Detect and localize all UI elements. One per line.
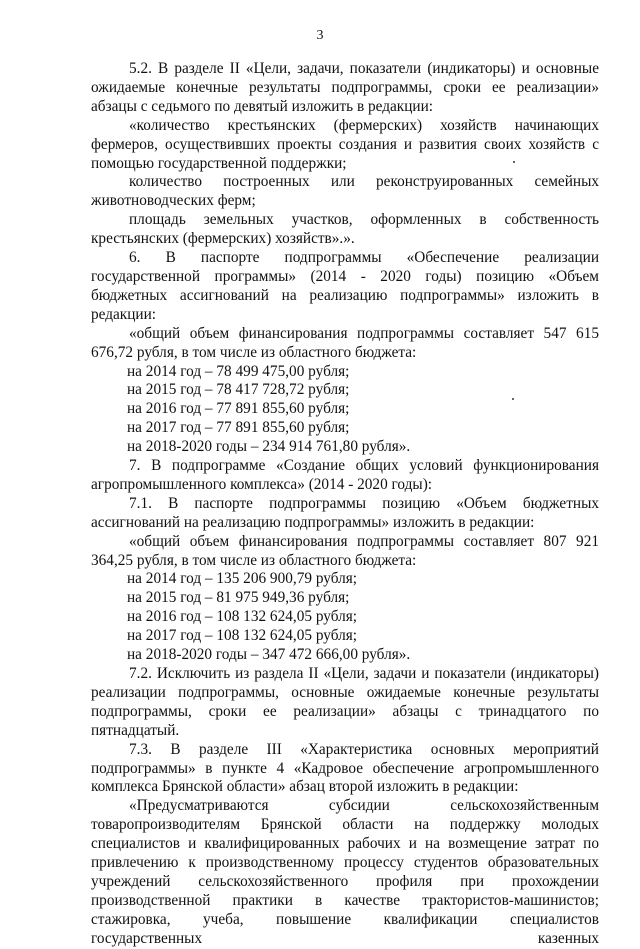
paragraph-7: 7. В подпрограмме «Создание общих условий функционирования агропромышленного комплекса» (2014 - 2020 годы):	[91, 457, 599, 493]
paragraph-land-area: площадь земельных участков, оформленных в собственность крестьянских (фермерских) хозяйств».».	[91, 211, 599, 248]
paragraph-subsidies: «Предусматриваются субсидии сельскохозяйственным товаропроизводителям Брянской области на поддержку молодых специалистов и квалифицированных рабочих и на возмещение затрат по привлечению к производственному процессу студентов образовательных учреждений сельскохозяйственного профиля при прохождении производственной практики в качестве трактористов-машинистов; стажировка, учеба, повышение квалификации специалистов государственных казенных	[91, 797, 599, 947]
scan-speck	[513, 161, 515, 163]
budget-line-2017: на 2017 год – 77 891 855,60 рубля;	[127, 419, 350, 437]
paragraph-livestock-farms: количество построенных или реконструированных семейных животноводческих ферм;	[91, 173, 599, 210]
paragraph-6: 6. В паспорте подпрограммы «Обеспечение реализации государственной программы» (2014 - 2020 годы) позицию «Объем бюджетных ассигнований на реализацию подпрограммы» изложить в редакции:	[91, 249, 599, 323]
budget-line-2018-2020: на 2018-2020 годы – 234 914 761,80 рубля».	[127, 438, 411, 456]
paragraph-7-2: 7.2. Исключить из раздела II «Цели, задачи и показатели (индикаторы) реализации подпрограммы, основные ожидаемые конечные результаты подпрограммы, сроки ее реализации» абзацы с тринадцатого по пятнадцатый.	[91, 665, 599, 739]
budget-line-2016-b: на 2016 год – 108 132 624,05 рубля;	[127, 608, 358, 626]
budget-line-2017-b: на 2017 год – 108 132 624,05 рубля;	[127, 627, 358, 645]
paragraph-7-1: 7.1. В паспорте подпрограммы позицию «Объем бюджетных ассигнований на реализацию подпрограммы» изложить в редакции:	[91, 494, 599, 531]
budget-line-2018-2020-b: на 2018-2020 годы – 347 472 666,00 рубля».	[127, 646, 411, 664]
budget-line-2016: на 2016 год – 77 891 855,60 рубля;	[127, 400, 350, 418]
budget-line-2014-b: на 2014 год – 135 206 900,79 рубля;	[127, 570, 358, 588]
paragraph-7-1-total: «общий объем финансирования подпрограммы составляет 807 921 364,25 рубля, в том числе из областного бюджета:	[91, 532, 599, 569]
page-number: 3	[316, 28, 324, 43]
budget-line-2014: на 2014 год – 78 499 475,00 рубля;	[127, 362, 350, 380]
paragraph-7-3: 7.3. В разделе III «Характеристика основных мероприятий подпрограммы» в пункте 4 «Кадровое обеспечение агропромышленного комплекса Брянской области» абзац второй изложить в редакции:	[91, 740, 599, 796]
budget-line-2015: на 2015 год – 78 417 728,72 рубля;	[127, 381, 350, 399]
scan-speck	[512, 398, 514, 400]
paragraph-6-total: «общий объем финансирования подпрограммы составляет 547 615 676,72 рубля, в том числе из областного бюджета:	[91, 324, 599, 361]
paragraph-farms-count: «количество крестьянских (фермерских) хозяйств начинающих фермеров, осуществивших проекты создания и развития своих хозяйств с помощью государственной поддержки;	[91, 116, 599, 172]
budget-line-2015-b: на 2015 год – 81 975 949,36 рубля;	[127, 589, 350, 607]
document-body	[91, 60, 599, 949]
paragraph-5-2: 5.2. В разделе II «Цели, задачи, показатели (индикаторы) и основные ожидаемые конечные результаты подпрограммы, сроки ее реализации» абзацы с седьмого по девятый изложить в редакции:	[91, 60, 599, 115]
